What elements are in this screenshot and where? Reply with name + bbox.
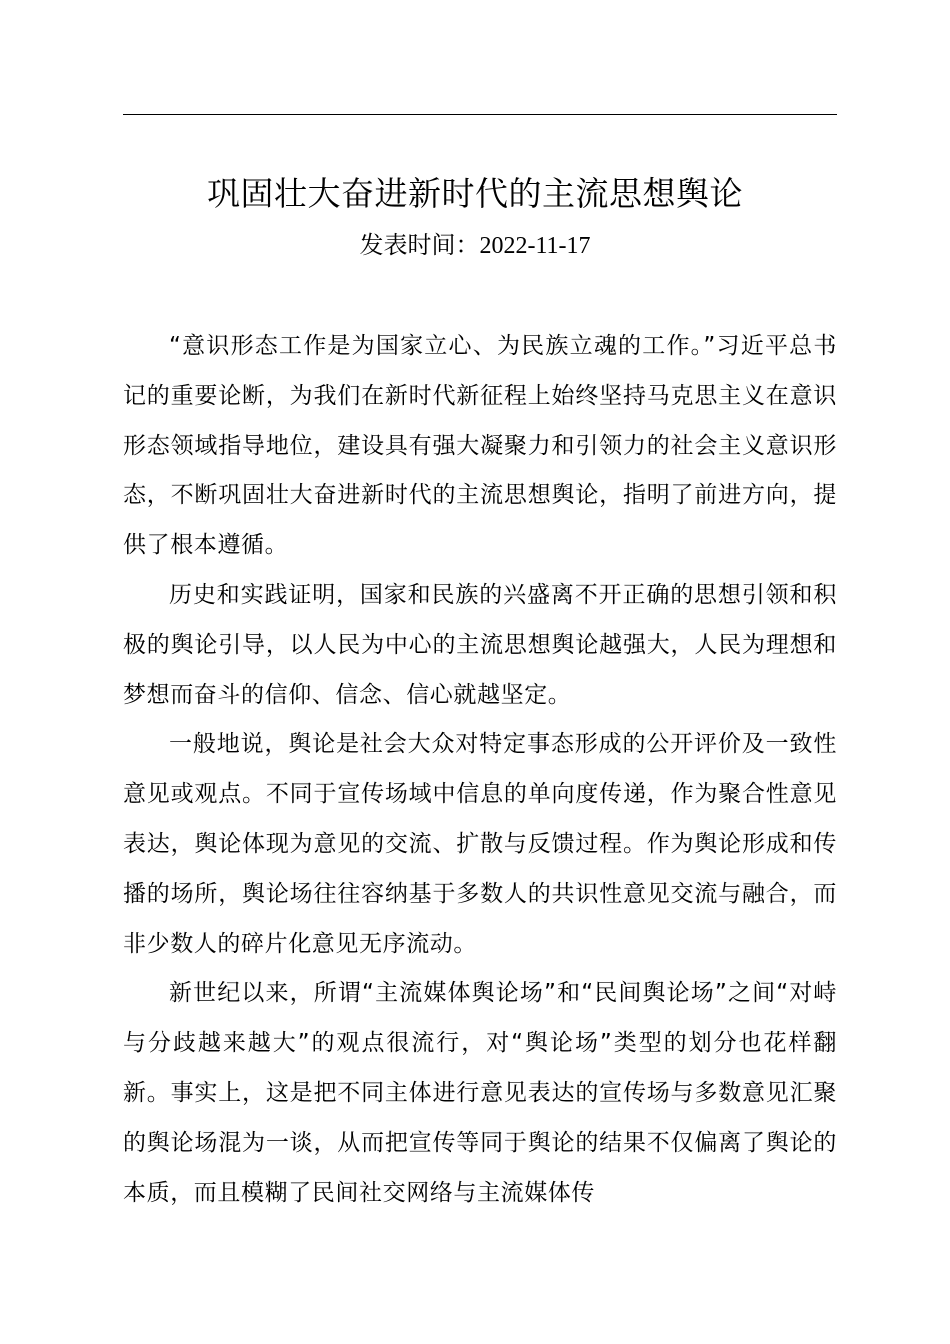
paragraph-4: 新世纪以来，所谓“主流媒体舆论场”和“民间舆论场”之间“对峙与分歧越来越大”的观点很流行，对“舆论场”类型的划分也花样翻新。事实上，这是把不同主体进行意见表达的宣传场与多数意见汇聚的舆论场混为一谈，从而把宣传等同于舆论的结果不仅偏离了舆论的本质，而且模糊了民间社交网络与主流媒体传: [123, 980, 837, 1206]
publish-date: [0, 228, 950, 263]
paragraph-3: 一般地说，舆论是社会大众对特定事态形成的公开评价及一致性意见或观点。不同于宣传场域中信息的单向度传递，作为聚合性意见表达，舆论体现为意见的交流、扩散与反馈过程。作为舆论形成和传播的场所，舆论场往往容纳基于多数人的共识性意见交流与融合，而非少数人的碎片化意见无序流动。: [123, 731, 837, 957]
article-title: 巩固壮大奋进新时代的主流思想舆论: [207, 174, 743, 213]
publish-date-label: 发表时间：: [359, 231, 480, 259]
paragraph-2: 历史和实践证明，国家和民族的兴盛离不开正确的思想引领和积极的舆论引导，以人民为中心的主流思想舆论越强大，人民为理想和梦想而奋斗的信仰、信念、信心就越坚定。: [123, 581, 837, 708]
publish-date-value: 2022-11-17: [479, 233, 591, 259]
article-body: [123, 322, 837, 1218]
header-rule: [123, 114, 837, 115]
paragraph-1: “意识形态工作是为国家立心、为民族立魂的工作。”习近平总书记的重要论断，为我们在新时代新征程上始终坚持马克思主义在意识形态领域指导地位，建设具有强大凝聚力和引领力的社会主义意识形态，不断巩固壮大奋进新时代的主流思想舆论，指明了前进方向，提供了根本遵循。: [123, 333, 837, 559]
